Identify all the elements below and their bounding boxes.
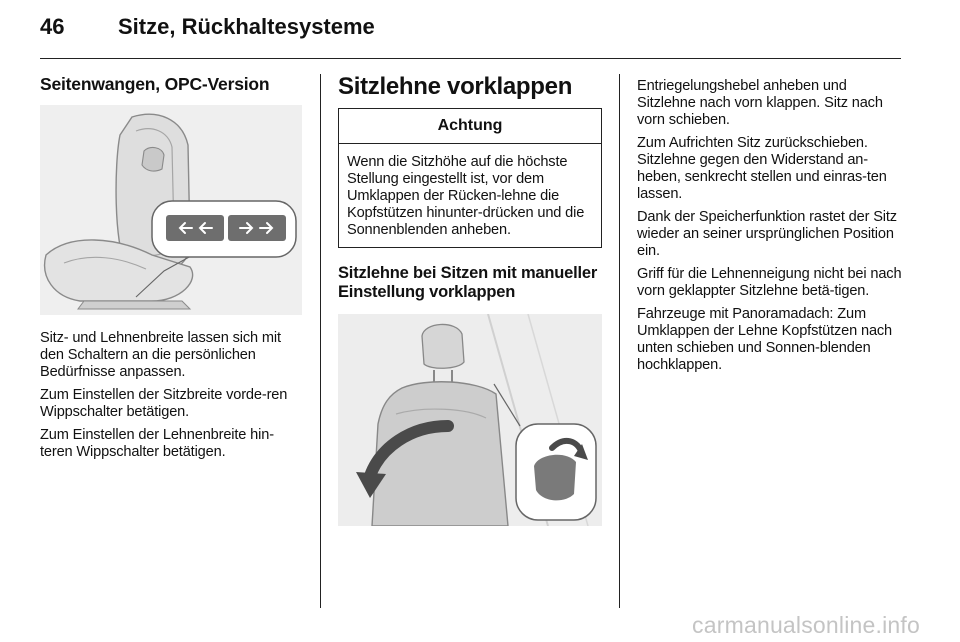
section-heading-fold: Sitzlehne vorklappen [338,73,573,100]
warning-title: Achtung [339,109,601,144]
warning-box [338,108,602,248]
watermark: carmanualsonline.info [692,612,920,638]
paragraph: Fahrzeuge mit Panoramadach: Zum Umklappen der Lehne Kopfstützen nach unten schieben und Sonnen-blenden hochklappen. [637,306,893,373]
column-left [40,74,304,467]
column-middle [338,72,602,526]
paragraph: Zum Einstellen der Lehnenbreite hin-teren Wippschalter betätigen. [40,427,274,460]
warning-text: Wenn die Sitzhöhe auf die höchste Stellung eingestellt ist, vor dem Umklappen der Rücken-lehne die Kopfstützen hinunter-drücken und die Sonnenblenden anheben. [347,154,585,238]
opc-seat-illustration [40,105,302,315]
column-divider [619,74,620,608]
paragraph: Griff für die Lehnenneigung nicht bei nach vorn geklappter Sitzlehne betä-tigen. [637,266,902,299]
opc-text-block [40,330,304,461]
paragraph: Sitz- und Lehnenbreite lassen sich mit den Schaltern an die persönlichen Bedürfnisse anpassen. [40,330,281,380]
seat-fold-illustration [338,314,602,526]
paragraph: Entriegelungshebel anheben und Sitzlehne nach vorn klappen. Sitz nach vorn schieben. [637,78,883,128]
section-heading-opc: Seitenwangen, OPC-Version [40,74,270,94]
page-number: 46 [40,14,65,39]
subheading-manual: Sitzlehne bei Sitzen mit manueller Einstellung vorklappen [338,264,598,301]
header-rule [40,58,901,59]
page-header-title: Sitze, Rückhaltesysteme [118,14,375,39]
paragraph: Zum Einstellen der Sitzbreite vorde-ren Wippschalter betätigen. [40,387,288,420]
paragraph: Zum Aufrichten Sitz zurückschieben. Sitzlehne gegen den Widerstand an-heben, senkrecht stellen und einras-ten lassen. [637,135,887,202]
column-divider [320,74,321,608]
column-right [637,78,903,380]
paragraph: Dank der Speicherfunktion rastet der Sitz wieder an seiner ursprünglichen Position ein. [637,209,897,259]
